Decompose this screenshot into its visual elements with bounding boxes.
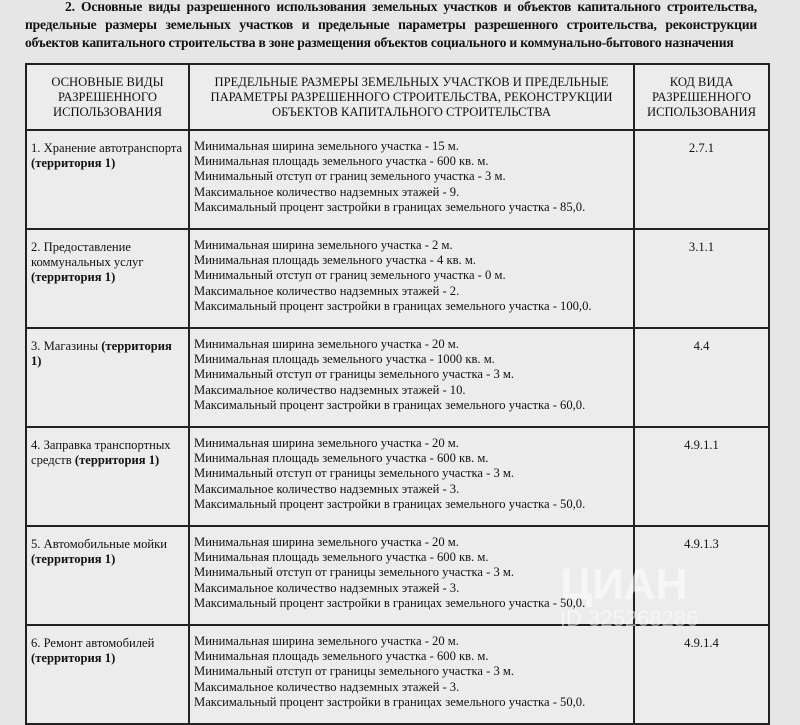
code-cell: 4.9.1.1	[634, 427, 769, 526]
table-row	[26, 229, 769, 328]
use-type-name: 3. Магазины	[31, 339, 99, 353]
code-cell: 3.1.1	[634, 229, 769, 328]
intro-paragraph	[25, 0, 757, 52]
parameters-cell	[189, 328, 634, 427]
parameter-line: Максимальный процент застройки в границах земельного участка - 50,0.	[194, 595, 586, 610]
table-row	[26, 130, 769, 229]
parameter-line: Минимальная площадь земельного участка - 600 кв. м.	[194, 649, 489, 664]
parameter-line: Минимальная ширина земельного участка - 20 м.	[194, 337, 459, 351]
parameter-line: Минимальная площадь земельного участка - 1000 кв. м.	[194, 352, 495, 367]
table-row	[26, 625, 769, 724]
parameter-line: Минимальный отступ от границ земельного участка - 0 м.	[194, 268, 506, 283]
parameter-line: Минимальная ширина земельного участка - 20 м.	[194, 436, 459, 450]
territory-label: (территория 1)	[31, 156, 116, 170]
parameter-line: Максимальное количество надземных этажей - 9.	[194, 184, 460, 199]
parameter-line: Минимальная ширина земельного участка - 20 м.	[194, 535, 459, 549]
parameter-line: Максимальный процент застройки в границах земельного участка - 50,0.	[194, 496, 586, 511]
use-type-cell	[26, 328, 189, 427]
use-type-cell	[26, 229, 189, 328]
table-row	[26, 526, 769, 625]
territory-label: (территория 1)	[31, 339, 172, 368]
territory-label: (территория 1)	[31, 270, 116, 284]
parameter-line: Максимальный процент застройки в границах земельного участка - 85,0.	[194, 199, 586, 214]
use-type-cell	[26, 130, 189, 229]
parameter-line: Максимальное количество надземных этажей - 3.	[194, 679, 460, 694]
parameter-line: Минимальный отступ от границ земельного участка - 3 м.	[194, 169, 506, 184]
code-cell: 4.4	[634, 328, 769, 427]
parameters-cell	[189, 229, 634, 328]
parameter-line: Минимальная площадь земельного участка - 4 кв. м.	[194, 253, 476, 268]
header-parameters: ПРЕДЕЛЬНЫЕ РАЗМЕРЫ ЗЕМЕЛЬНЫХ УЧАСТКОВ И ПРЕДЕЛЬНЫЕ ПАРАМЕТРЫ РАЗРЕШЕННОГО СТРОИТЕЛЬСТВА, РЕКОНСТРУКЦИИ ОБЪЕКТОВ КАПИТАЛЬНОГО СТРОИТЕЛЬСТВА	[189, 64, 634, 130]
parameter-line: Максимальный процент застройки в границах земельного участка - 60,0.	[194, 397, 586, 412]
parameter-line: Максимальное количество надземных этажей - 3.	[194, 481, 460, 496]
territory-label: (территория 1)	[31, 552, 116, 566]
parameter-line: Минимальный отступ от границы земельного участка - 3 м.	[194, 565, 515, 580]
watermark-id: ID 325268286	[560, 606, 699, 631]
parameter-line: Максимальное количество надземных этажей - 2.	[194, 283, 460, 298]
parameter-line: Минимальная площадь земельного участка - 600 кв. м.	[194, 550, 489, 565]
use-type-name: 1. Хранение автотранспорта	[31, 141, 183, 155]
parameter-line: Минимальная ширина земельного участка - 15 м.	[194, 139, 459, 153]
header-code: КОД ВИДА РАЗРЕШЕННОГО ИСПОЛЬЗОВАНИЯ	[634, 64, 769, 130]
header-use-types: ОСНОВНЫЕ ВИДЫ РАЗРЕШЕННОГО ИСПОЛЬЗОВАНИЯ	[26, 64, 189, 130]
territory-label: (территория 1)	[31, 651, 116, 665]
use-type-name: 5. Автомобильные мойки	[31, 537, 167, 551]
land-use-table	[25, 63, 770, 725]
code-cell: 4.9.1.4	[634, 625, 769, 724]
parameter-line: Минимальная ширина земельного участка - 2 м.	[194, 238, 453, 252]
parameters-cell	[189, 625, 634, 724]
parameter-line: Максимальное количество надземных этажей - 10.	[194, 382, 466, 397]
table-header-row	[26, 64, 769, 130]
use-type-cell	[26, 625, 189, 724]
use-type-name: 2. Предоставление коммунальных услуг	[31, 240, 144, 269]
use-type-name: 4. Заправка транспортных средств	[31, 438, 171, 467]
parameter-line: Минимальный отступ от границы земельного участка - 3 м.	[194, 466, 515, 481]
code-cell: 4.9.1.3	[634, 526, 769, 625]
parameters-cell	[189, 130, 634, 229]
table-row	[26, 427, 769, 526]
use-type-cell	[26, 427, 189, 526]
table-row	[26, 328, 769, 427]
parameter-line: Минимальный отступ от границы земельного участка - 3 м.	[194, 367, 515, 382]
territory-label: (территория 1)	[74, 453, 160, 467]
parameter-line: Максимальный процент застройки в границах земельного участка - 100,0.	[194, 298, 592, 313]
parameter-line: Минимальная площадь земельного участка - 600 кв. м.	[194, 154, 489, 169]
parameter-line: Минимальная ширина земельного участка - 20 м.	[194, 634, 459, 648]
parameter-line: Минимальная площадь земельного участка - 600 кв. м.	[194, 451, 489, 466]
parameters-cell	[189, 427, 634, 526]
use-type-name: 6. Ремонт автомобилей	[31, 636, 155, 650]
parameter-line: Максимальный процент застройки в границах земельного участка - 50,0.	[194, 694, 586, 709]
parameters-cell	[189, 526, 634, 625]
parameter-line: Минимальный отступ от границы земельного участка - 3 м.	[194, 664, 515, 679]
use-type-cell	[26, 526, 189, 625]
watermark-logo: ЦИАН	[560, 560, 688, 609]
intro-text: 2. Основные виды разрешенного использования земельных участков и объектов капитального строительства, предельные размеры земельных участков и предельные параметры разрешенного строительства, реконструкции объектов капитального строительства в зоне размещения объектов социального и коммунально-бытового назначения	[25, 0, 757, 50]
code-cell: 2.7.1	[634, 130, 769, 229]
parameter-line: Максимальное количество надземных этажей - 3.	[194, 580, 460, 595]
